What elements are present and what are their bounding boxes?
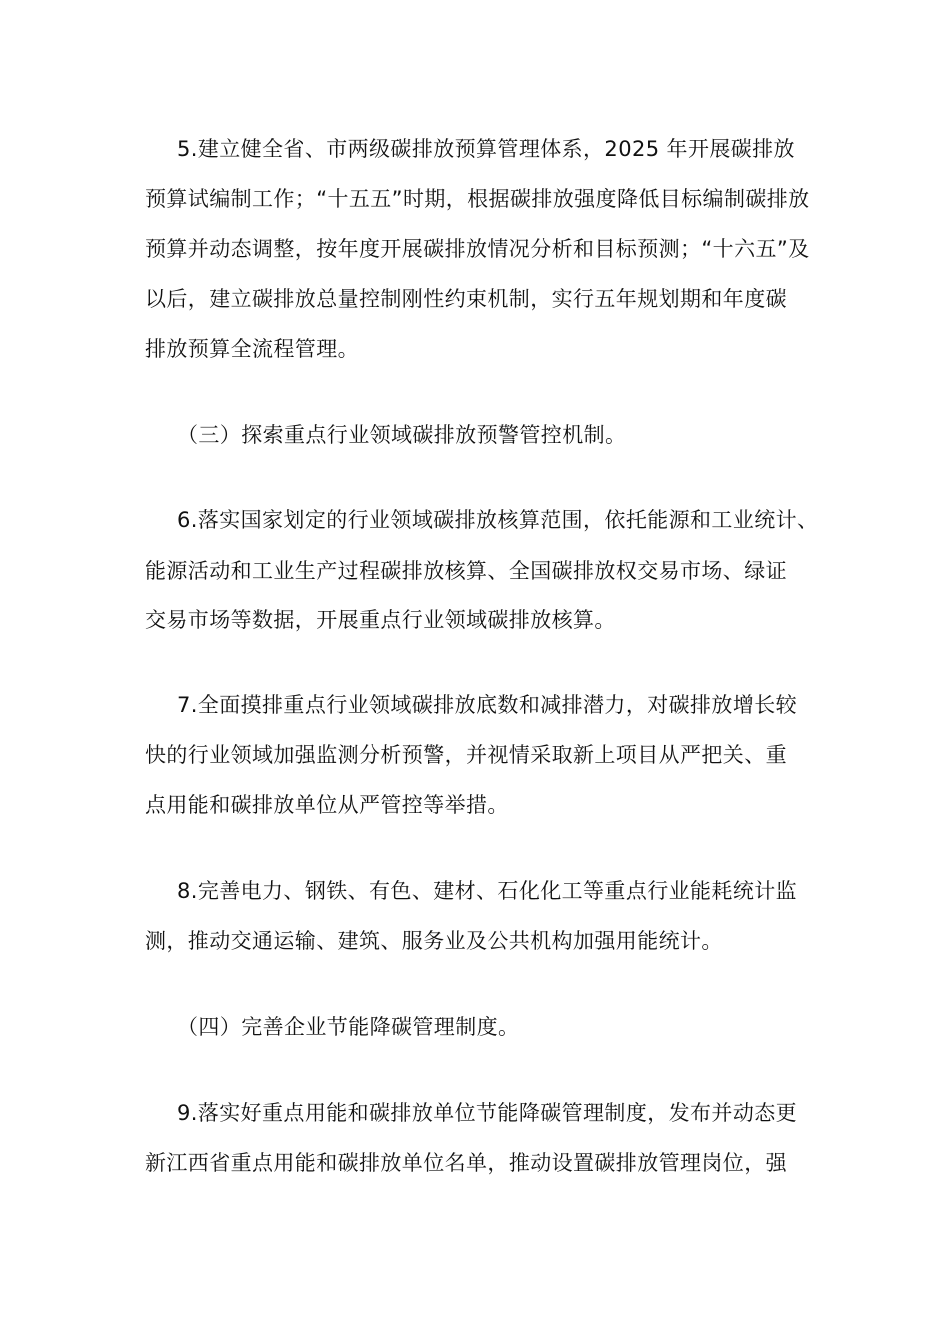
para-6-line-2: 能源活动和工业生产过程碳排放核算、全国碳排放权交易市场、绿证 [145, 559, 787, 583]
para-8-line-2: 测，推动交通运输、建筑、服务业及公共机构加强用能统计。 [145, 929, 723, 953]
para-5-line-1: 5.建立健全省、市两级碳排放预算管理体系，2025 年开展碳排放 [177, 137, 795, 161]
para-5-line-5: 排放预算全流程管理。 [145, 337, 359, 361]
para-7-line-2: 快的行业领域加强监测分析预警，并视情采取新上项目从严把关、重 [145, 743, 787, 767]
para-5-line-2: 预算试编制工作；“十五五”时期，根据碳排放强度降低目标编制碳排放 [145, 187, 810, 211]
para-5-line-4: 以后，建立碳排放总量控制刚性约束机制，实行五年规划期和年度碳 [145, 287, 787, 311]
para-7-line-3: 点用能和碳排放单位从严管控等举措。 [145, 793, 509, 817]
para-8-line-1: 8.完善电力、钢铁、有色、建材、石化化工等重点行业能耗统计监 [177, 879, 798, 903]
para-9-line-1: 9.落实好重点用能和碳排放单位节能降碳管理制度，发布并动态更 [177, 1101, 798, 1125]
section-heading-4: （四）完善企业节能降碳管理制度。 [177, 1015, 520, 1039]
para-6-line-3: 交易市场等数据，开展重点行业领域碳排放核算。 [145, 608, 616, 632]
para-9-line-2: 新江西省重点用能和碳排放单位名单，推动设置碳排放管理岗位，强 [145, 1151, 787, 1175]
para-7-line-1: 7.全面摸排重点行业领域碳排放底数和减排潜力，对碳排放增长较 [177, 693, 798, 717]
para-5-line-3: 预算并动态调整，按年度开展碳排放情况分析和目标预测；“十六五”及 [145, 237, 810, 261]
para-6-line-1: 6.落实国家划定的行业领域碳排放核算范围，依托能源和工业统计、 [177, 508, 819, 532]
section-heading-3: （三）探索重点行业领域碳排放预警管控机制。 [177, 423, 627, 447]
